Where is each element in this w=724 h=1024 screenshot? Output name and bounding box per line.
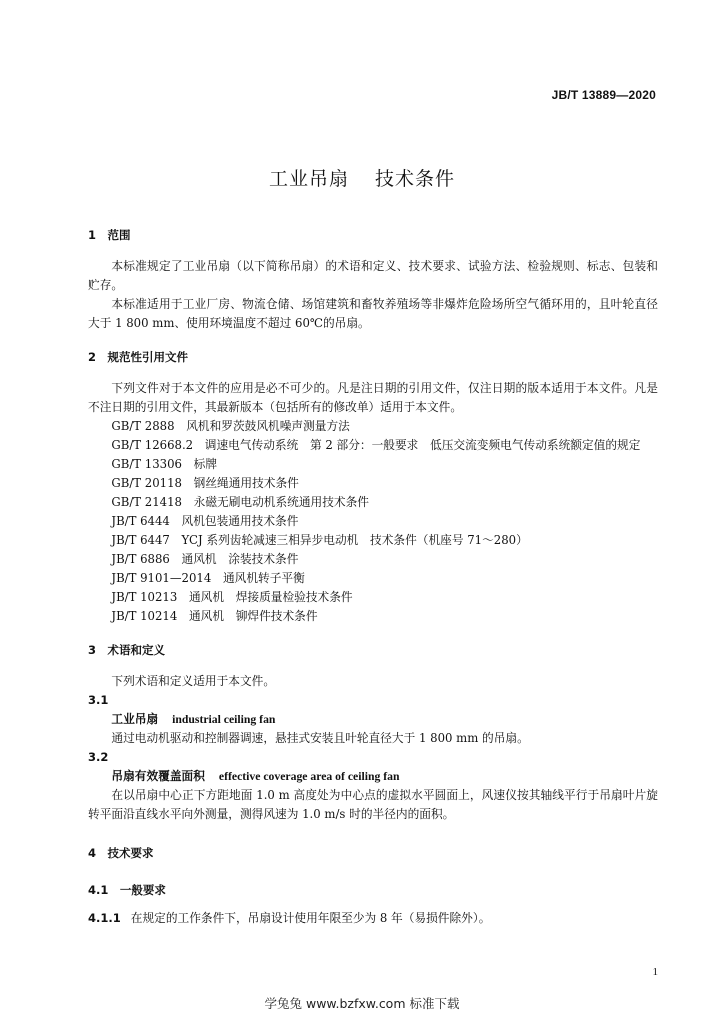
reference-entry: JB/T 10214 通风机 铆焊件技术条件: [111, 609, 318, 623]
paragraph: 本标准规定了工业吊扇（以下简称吊扇）的术语和定义、技术要求、试验方法、检验规则、标志、包装和贮存。: [88, 259, 658, 292]
term-chinese: 吊扇有效覆盖面积: [111, 769, 205, 783]
section-heading: 4 技术要求: [88, 846, 154, 860]
paragraph: 下列文件对于本文件的应用是必不可少的。凡是注日期的引用文件，仅注日期的版本适用于本文件。凡是不注日期的引用文件，其最新版本（包括所有的修改单）适用于本文件。: [88, 381, 658, 414]
term-english: effective coverage area of ceiling fan: [218, 770, 400, 783]
standard-code: JB/T 13889—2020: [551, 88, 656, 102]
document-title: [0, 164, 724, 191]
paragraph: 通过电动机驱动和控制器调速，悬挂式安装且叶轮直径大于 1 800 mm 的吊扇。: [111, 731, 529, 745]
document-body: [88, 226, 658, 928]
section-heading: 3 术语和定义: [88, 643, 166, 657]
reference-entry: GB/T 20118 钢丝绳通用技术条件: [111, 476, 299, 490]
clause-number: 3.2: [88, 750, 109, 764]
reference-entry: JB/T 6447 YCJ 系列齿轮减速三相异步电动机 技术条件（机座号 71～280）: [111, 533, 528, 547]
reference-entry: GB/T 12668.2 调速电气传动系统 第 2 部分：一般要求 低压交流变频电气传动系统额定值的规定: [111, 438, 641, 452]
title-part1: 工业吊扇: [268, 168, 349, 190]
clause-number: 4.1.1: [88, 911, 121, 925]
term-entry: [88, 710, 658, 729]
term-chinese: 工业吊扇: [111, 712, 159, 726]
clause-number: 3.1: [88, 693, 109, 707]
clause-text: 在规定的工作条件下，吊扇设计使用年限至少为 8 年（易损件除外）。: [130, 911, 491, 925]
paragraph: 本标准适用于工业厂房、物流仓储、场馆建筑和畜牧养殖场等非爆炸危险场所空气循环用的，且叶轮直径大于 1 800 mm、使用环境温度不超过 60℃的吊扇。: [88, 297, 658, 330]
reference-entry: JB/T 9101—2014 通风机转子平衡: [111, 571, 305, 585]
title-part2: 技术条件: [375, 168, 456, 190]
reference-entry: GB/T 13306 标牌: [111, 457, 218, 471]
reference-entry: JB/T 6444 风机包装通用技术条件: [111, 514, 299, 528]
term-english: industrial ceiling fan: [172, 713, 276, 726]
page-number: 1: [652, 966, 658, 978]
reference-entry: JB/T 10213 通风机 焊接质量检验技术条件: [111, 590, 353, 604]
term-entry: [88, 767, 658, 786]
section-heading: 2 规范性引用文件: [88, 350, 189, 364]
reference-entry: JB/T 6886 通风机 涂装技术条件: [111, 552, 299, 566]
reference-entry: GB/T 21418 永磁无刷电动机系统通用技术条件: [111, 495, 369, 509]
clause: [88, 909, 658, 928]
section-heading: 1 范围: [88, 228, 131, 242]
paragraph: 在以吊扇中心正下方距地面 1.0 m 高度处为中心点的虚拟水平圆面上，风速仪按其轴线平行于吊扇叶片旋转平面沿直线水平向外测量，测得风速为 1.0 m/s 时的半径内的面积。: [88, 788, 658, 821]
reference-entry: GB/T 2888 风机和罗茨鼓风机噪声测量方法: [111, 419, 350, 433]
footer-watermark: 学兔兔 www.bzfxw.com 标准下载: [264, 996, 460, 1011]
paragraph: 下列术语和定义适用于本文件。: [111, 674, 276, 688]
section-heading: 4.1 一般要求: [88, 883, 166, 897]
